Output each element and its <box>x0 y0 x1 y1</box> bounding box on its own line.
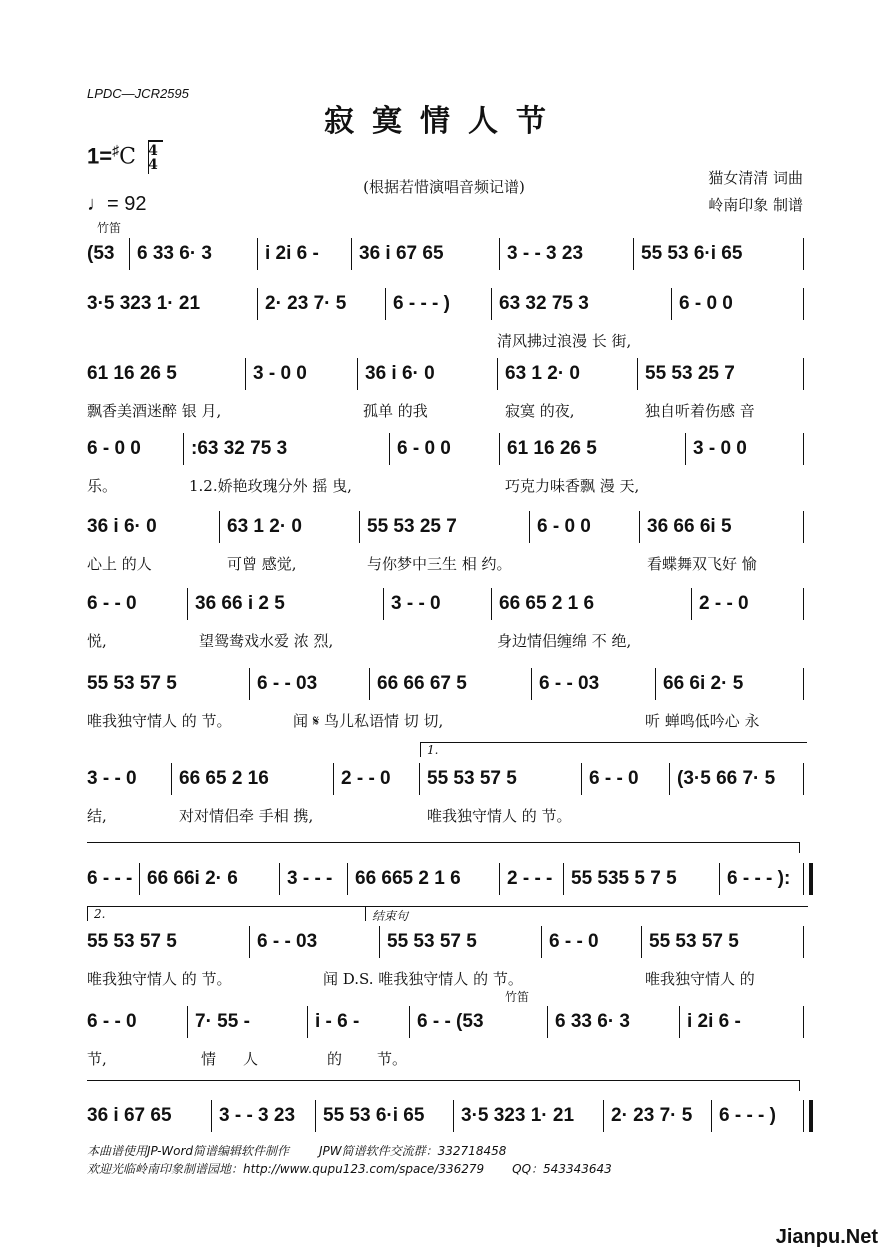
measure: 36 66 6i 5 <box>647 516 732 537</box>
lyric-phrase: 心上 的人 <box>87 555 152 573</box>
measure: 2 - - 0 <box>699 593 749 614</box>
lyrics-row <box>87 805 807 827</box>
barline <box>671 288 672 320</box>
barline <box>491 288 492 320</box>
lyric-phrase: 望鸳鸯戏水爱 浓 烈, <box>199 632 334 650</box>
barline <box>249 926 250 958</box>
measure: 63 1 2· 0 <box>505 363 580 384</box>
measure: 6 - - - <box>87 868 133 889</box>
measure: 6 - 0 0 <box>679 293 733 314</box>
ending-bracket <box>365 906 808 921</box>
barline <box>581 763 582 795</box>
lyric-phrase: 听 蝉鸣低吟心 永 <box>645 712 760 730</box>
instrument-label: 竹笛 <box>505 990 530 1004</box>
volta-2-label: 2. <box>94 907 106 921</box>
lyrics-row <box>87 1048 807 1070</box>
measure: 2 - - 0 <box>341 768 391 789</box>
barline <box>357 358 358 390</box>
measure: 6 - 0 0 <box>397 438 451 459</box>
end-barline <box>803 1006 804 1038</box>
measure: 6 33 6· 3 <box>137 243 212 264</box>
lyrics-row <box>87 968 807 990</box>
volta-bracket-2 <box>87 906 366 921</box>
instrument-label: 竹笛 <box>97 221 122 235</box>
lyric-phrase: 独自听着伤感 音 <box>645 402 755 420</box>
credit-lyrics: 猫女清清 词曲 <box>708 169 803 187</box>
lyric-phrase: 情 <box>201 1050 217 1068</box>
quarter-note-icon: ♩ <box>87 193 107 215</box>
lyrics-row <box>87 630 807 652</box>
lyric-phrase: 节。 <box>377 1050 408 1068</box>
lyric-phrase: 唯我独守情人 的 节。 <box>87 970 232 988</box>
barline <box>639 511 640 543</box>
barline <box>547 1006 548 1038</box>
measure: 55 53 57 5 <box>87 673 177 694</box>
footer-software: 本曲谱使用JP-Word简谱编辑软件制作 <box>87 1144 289 1158</box>
end-barline <box>803 288 804 320</box>
barline <box>245 358 246 390</box>
end-barline <box>803 1100 813 1132</box>
measure: 55 53 25 7 <box>367 516 457 537</box>
measure: 55 53 57 5 <box>649 931 739 952</box>
measure: 6 - - 03 <box>539 673 600 694</box>
barline <box>211 1100 212 1132</box>
notation-row <box>87 435 807 465</box>
measure: 3 - 0 0 <box>693 438 747 459</box>
measure: 3·5 323 1· 21 <box>461 1105 575 1126</box>
barline <box>499 433 500 465</box>
footer-qq: QQ：543343643 <box>512 1162 612 1176</box>
key-prefix: 1= <box>87 143 113 169</box>
lyric-phrase: 悦, <box>87 632 107 650</box>
barline <box>497 358 498 390</box>
measure: 66 65 2 1 6 <box>499 593 595 614</box>
barline <box>279 863 280 895</box>
end-barline <box>803 358 804 390</box>
barline <box>679 1006 680 1038</box>
lyrics-row <box>87 400 807 422</box>
barline <box>491 588 492 620</box>
notation-row <box>87 290 807 320</box>
lyric-phrase: 对对情侣牵 手相 携, <box>179 807 314 825</box>
measure: 55 53 57 5 <box>427 768 517 789</box>
lyric-phrase: 飘香美酒迷醉 银 月, <box>87 402 222 420</box>
measure: 63 32 75 3 <box>499 293 589 314</box>
barline <box>719 863 720 895</box>
measure: 6 - 0 0 <box>87 438 141 459</box>
barline <box>669 763 670 795</box>
barline <box>139 863 140 895</box>
lyrics-row <box>87 475 807 497</box>
time-signature <box>148 144 158 172</box>
volta-bracket-1 <box>420 742 807 757</box>
measure: 55 53 6·i 65 <box>641 243 743 264</box>
measure: 6 - - 03 <box>257 931 318 952</box>
barline <box>541 926 542 958</box>
measure: (3·5 66 7· 5 <box>677 768 776 789</box>
lyric-phrase: 可曾 感觉, <box>227 555 297 573</box>
lyric-phrase: 身边情侣缠绵 不 绝, <box>497 632 632 650</box>
barline <box>359 511 360 543</box>
lyric-phrase: 清风拂过浪漫 长 街, <box>497 332 632 350</box>
barline <box>307 1006 308 1038</box>
measure: 3 - - 3 23 <box>507 243 584 264</box>
measure: 36 i 6· 0 <box>365 363 435 384</box>
measure: 6 - - 0 <box>549 931 599 952</box>
measure: 2· 23 7· 5 <box>265 293 347 314</box>
lyric-phrase: 闻 𝄋 鸟儿私语情 切 切, <box>293 712 444 730</box>
measure: 66 65 2 16 <box>179 768 269 789</box>
end-barline <box>803 668 804 700</box>
measure: 3 - - 3 23 <box>219 1105 296 1126</box>
lyric-phrase: 结, <box>87 807 107 825</box>
footer-website[interactable]: 欢迎光临岭南印象制谱园地：http://www.qupu123.com/space/336279 <box>87 1162 485 1176</box>
barline <box>409 1006 410 1038</box>
measure: 6 - - - ): <box>727 868 791 889</box>
barline <box>249 668 250 700</box>
measure: 3 - - - <box>287 868 333 889</box>
measure: 66 66 67 5 <box>377 673 467 694</box>
tempo-value: = 92 <box>107 193 147 215</box>
lyric-phrase: 闻 D.S. 唯我独守情人 的 节。 <box>323 970 523 988</box>
measure: 36 i 6· 0 <box>87 516 157 537</box>
barline <box>187 1006 188 1038</box>
barline <box>351 238 352 270</box>
barline <box>691 588 692 620</box>
barline <box>563 863 564 895</box>
measure: 36 i 67 65 <box>87 1105 172 1126</box>
barline <box>129 238 130 270</box>
measure: 3 - 0 0 <box>253 363 307 384</box>
lyric-phrase: 唯我独守情人 的 节。 <box>427 807 572 825</box>
notation-row <box>87 590 807 620</box>
measure: 2 - - - <box>507 868 553 889</box>
measure: 66 665 2 1 6 <box>355 868 461 889</box>
credit-transcriber: 岭南印象 制谱 <box>708 196 803 214</box>
measure: 61 16 26 5 <box>507 438 597 459</box>
end-barline <box>803 763 804 795</box>
measure: 6 - - 0 <box>87 1011 137 1032</box>
barline <box>531 668 532 700</box>
lyric-phrase: 唯我独守情人 的 <box>645 970 755 988</box>
barline <box>655 668 656 700</box>
time-bottom: 4 <box>148 156 158 173</box>
measure: 6 - - 0 <box>589 768 639 789</box>
measure: 66 6i 2· 5 <box>663 673 744 694</box>
measure: i - 6 - <box>315 1011 360 1032</box>
end-barline <box>803 511 804 543</box>
volta-continuation <box>87 842 800 853</box>
measure: 6 33 6· 3 <box>555 1011 630 1032</box>
measure: i 2i 6 - <box>687 1011 741 1032</box>
lyric-phrase: 寂寞 的夜, <box>505 402 575 420</box>
lyric-phrase: 与你梦中三生 相 约。 <box>367 555 512 573</box>
key-signature <box>87 142 158 172</box>
sharp-icon: ♯ <box>112 142 120 158</box>
measure: 6 - - 0 <box>87 593 137 614</box>
footer <box>87 1142 612 1178</box>
measure: 6 - 0 0 <box>537 516 591 537</box>
end-barline <box>803 433 804 465</box>
credits <box>708 165 803 219</box>
notation-row <box>87 670 807 700</box>
notation-row <box>87 928 807 958</box>
lyric-phrase: 巧克力味香飘 漫 天, <box>505 477 640 495</box>
measure: 6 - - - ) <box>393 293 450 314</box>
measure: 6 - - (53 <box>417 1011 484 1032</box>
footer-group: JPW简谱软件交流群：332718458 <box>319 1144 507 1158</box>
barline <box>385 288 386 320</box>
barline <box>685 433 686 465</box>
measure: 36 66 i 2 5 <box>195 593 285 614</box>
measure: 55 53 6·i 65 <box>323 1105 425 1126</box>
barline <box>379 926 380 958</box>
notation-row <box>87 865 807 895</box>
barline <box>257 288 258 320</box>
song-title: 寂寞情人节 <box>324 104 564 139</box>
lyric-phrase: 乐。 <box>87 477 118 495</box>
barline <box>499 238 500 270</box>
measure: 3·5 323 1· 21 <box>87 293 201 314</box>
barline <box>389 433 390 465</box>
measure: i 2i 6 - <box>265 243 319 264</box>
barline <box>603 1100 604 1132</box>
subtitle: (根据若惜演唱音频记谱) <box>363 178 525 196</box>
lyric-phrase: 人 <box>243 1050 259 1068</box>
measure: 3 - - 0 <box>391 593 441 614</box>
measure: 66 66i 2· 6 <box>147 868 238 889</box>
lyric-phrase: 1.2.娇艳玫瑰分外 摇 曳, <box>189 477 352 495</box>
lyrics-row <box>87 330 807 352</box>
measure: 55 53 57 5 <box>87 931 177 952</box>
time-top: 4 <box>148 142 158 159</box>
notation-row <box>87 765 807 795</box>
ending-label: 结束句 <box>372 909 409 923</box>
barline <box>633 238 634 270</box>
barline <box>315 1100 316 1132</box>
notation-row <box>87 360 807 390</box>
key-note: C <box>119 144 136 170</box>
measure: 61 16 26 5 <box>87 363 177 384</box>
measure: 36 i 67 65 <box>359 243 444 264</box>
barline <box>183 433 184 465</box>
lyric-phrase: 节, <box>87 1050 107 1068</box>
volta-1-label: 1. <box>427 743 439 757</box>
barline <box>187 588 188 620</box>
lyric-phrase: 孤单 的我 <box>363 402 428 420</box>
score-code: LPDC—JCR2595 <box>87 86 189 101</box>
measure: 63 1 2· 0 <box>227 516 302 537</box>
end-barline <box>803 238 804 270</box>
end-barline <box>803 926 804 958</box>
notation-row <box>87 240 807 270</box>
barline <box>529 511 530 543</box>
lyric-phrase: 唯我独守情人 的 节。 <box>87 712 232 730</box>
barline <box>171 763 172 795</box>
ending-continuation <box>87 1080 800 1091</box>
barline <box>711 1100 712 1132</box>
barline <box>257 238 258 270</box>
lyrics-row <box>87 553 807 575</box>
lyric-phrase: 看蝶舞双飞好 愉 <box>647 555 757 573</box>
barline <box>219 511 220 543</box>
barline <box>333 763 334 795</box>
barline <box>641 926 642 958</box>
barline <box>453 1100 454 1132</box>
measure: 3 - - 0 <box>87 768 137 789</box>
barline <box>637 358 638 390</box>
measure: 55 535 5 7 5 <box>571 868 677 889</box>
notation-row <box>87 513 807 543</box>
notation-row <box>87 1102 807 1132</box>
measure: 2· 23 7· 5 <box>611 1105 693 1126</box>
lyrics-row <box>87 710 807 732</box>
measure: 55 53 25 7 <box>645 363 735 384</box>
lyric-phrase: 的 <box>327 1050 343 1068</box>
barline <box>419 763 420 795</box>
barline <box>499 863 500 895</box>
measure: 7· 55 - <box>195 1011 250 1032</box>
watermark-logo: Jianpu.Net <box>775 1226 878 1248</box>
barline <box>369 668 370 700</box>
measure: (53 <box>87 243 115 264</box>
measure: 6 - - 03 <box>257 673 318 694</box>
barline <box>383 588 384 620</box>
end-barline <box>803 863 813 895</box>
end-barline <box>803 588 804 620</box>
barline <box>347 863 348 895</box>
measure: 55 53 57 5 <box>387 931 477 952</box>
notation-row <box>87 1008 807 1038</box>
measure: 6 - - - ) <box>719 1105 776 1126</box>
measure: :63 32 75 3 <box>191 438 288 459</box>
